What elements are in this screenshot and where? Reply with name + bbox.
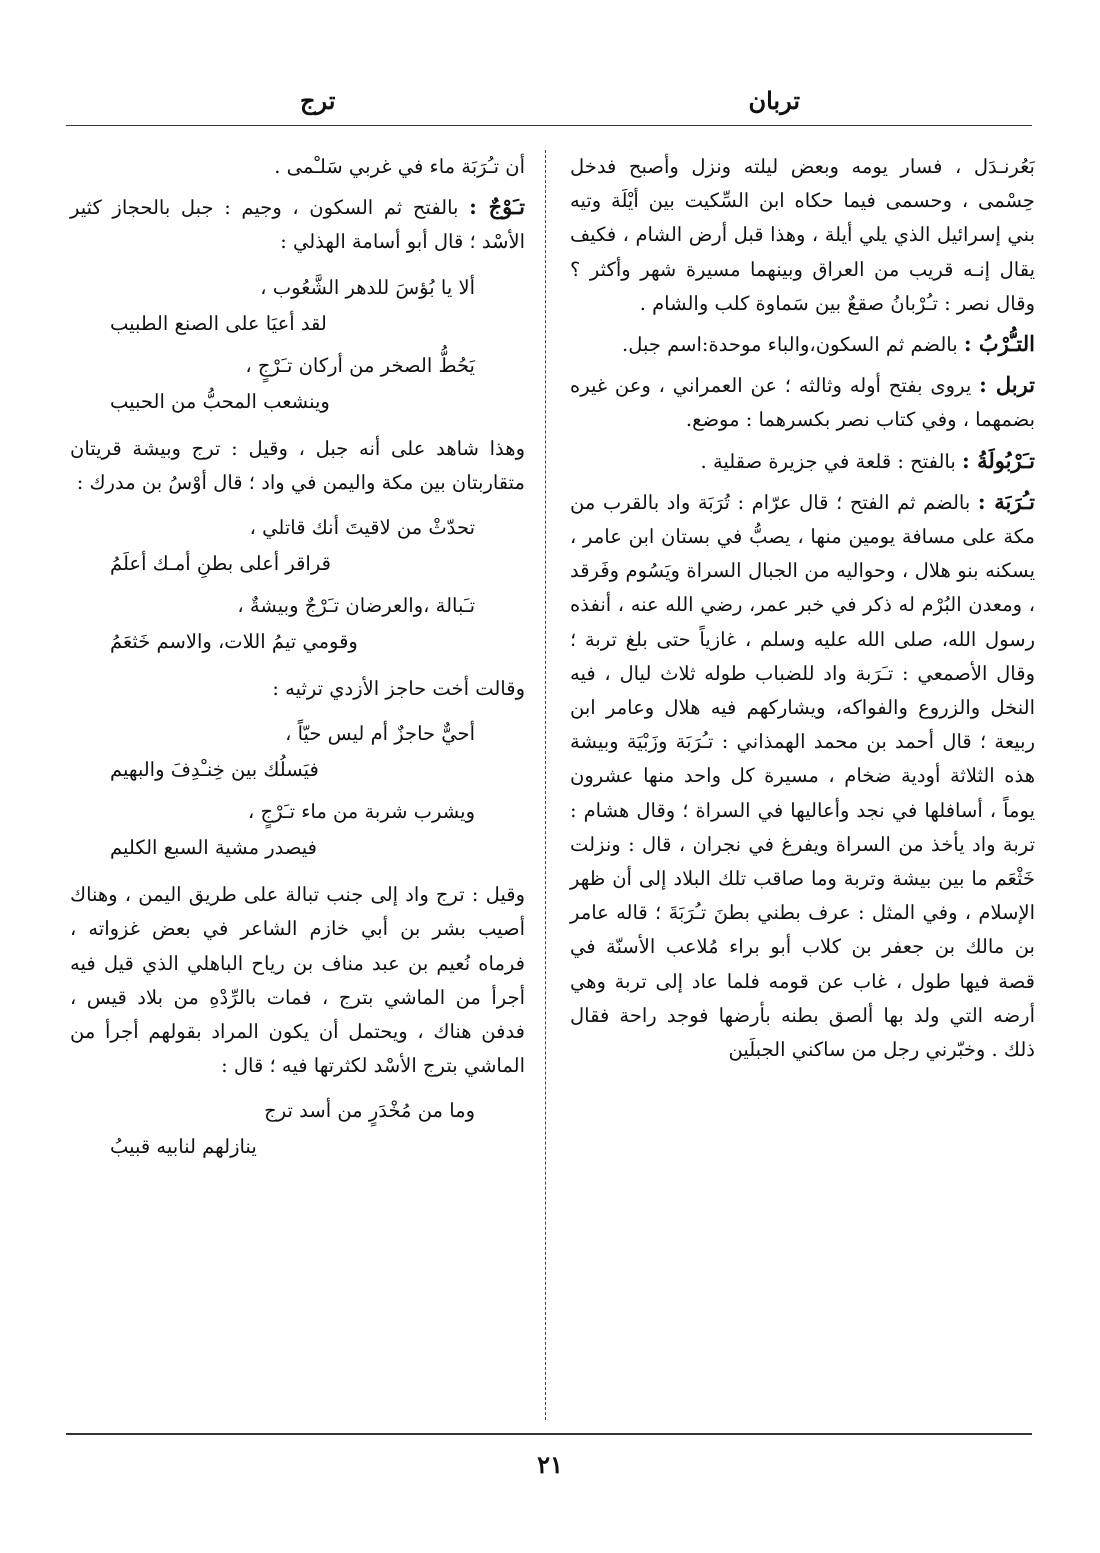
entry-turbul <box>570 368 1035 437</box>
entry-headword: تـُرَبَة : <box>977 488 1035 514</box>
page-number: ٢١ <box>537 1450 563 1479</box>
column-divider <box>545 150 546 1420</box>
verse-line: وما من مُخْدَرٍ من أسد ترج <box>264 1099 475 1123</box>
verse-line: قراقر أعلى بطنِ أمـك أعلَمُ <box>110 552 331 576</box>
verse-line: وينشعب المحبُّ من الحبيب <box>110 389 330 413</box>
right-column <box>570 150 1035 1073</box>
verse-line: فيصدر مشية السبع الكليم <box>110 836 318 860</box>
entry-tawj <box>70 190 525 259</box>
verse-line: أحيٌّ حاجزٌ أم ليس حيّاً ، <box>285 722 475 746</box>
entry-text: بالفتح ثم السكون ، وجيم : جبل بالحجاز كثير الأسْد ؛ قال أبو أسامة الهذلي : <box>70 196 525 254</box>
paragraph-continuation: بَعُرنـدَل ، فسار يومه وبعض ليلته ونزل وأصبح فدخل حِسْمى ، وحسمى فيما حكاه ابن السِّكيت بين أيْلَة وتيه بني إسرائيل الذي يلي أيلة ، وهذا قبل أرض الشام ، فكيف يقال إنـه قريب من العراق وبينهما مسيرة شهر وأكثر ؟ وقال نصر : تـُرْبانُ صقعٌ بين سَماوة كلب والشام . <box>570 155 1035 315</box>
verse-line: تـَبالة ،والعرضان تـَرْجٌ وبيشةٌ ، <box>237 594 475 618</box>
verse-block <box>70 1093 525 1165</box>
verse-block <box>70 510 525 660</box>
verse-block <box>70 270 525 420</box>
verse-line: ينازلهم لنابيه قبيبُ <box>110 1135 257 1159</box>
entry-headword: تـَوْجٌ : <box>469 194 525 220</box>
paragraph-continuation: أن تـُرَبَة ماء في غربي سَلـْمى . <box>274 155 525 178</box>
verse-line: وقومي تيمُ اللات، والاسم خَثعَمُ <box>110 630 358 654</box>
footer-rule <box>66 1433 1032 1435</box>
verse-block <box>70 716 525 866</box>
verse-line: ألا يا بُؤسَ للدهر الشَّعُوب ، <box>260 275 475 299</box>
entry-al-turb <box>570 327 1035 362</box>
entry-headword: التـُّرْبُ : <box>963 331 1035 357</box>
paragraph: وهذا شاهد على أنه جبل ، وقيل : ترج وبيشة قريتان متقاربتان بين مكة واليمن في واد ؛ قال أوْسُ بن مدرك : <box>70 436 525 494</box>
verse-line: تحدّثْ من لاقيتَ أنك قاتلي ، <box>249 516 475 540</box>
verse-line: فيَسلُك بين خِنـْدِفَ والبهيم <box>110 758 319 782</box>
entry-turaba <box>570 485 1035 1067</box>
header-rule <box>66 125 1032 126</box>
entry-text: بالضم ثم السكون،والباء موحدة:اسم جبل. <box>622 333 964 357</box>
verse-line: ويشرب شربة من ماء تـَرْجٍ ، <box>248 800 475 824</box>
entry-tarbula <box>570 444 1035 479</box>
paragraph: وقالت أخت حاجز الأزدي ترثيه : <box>272 677 525 701</box>
entry-headword: تـَرْبُولَةُ : <box>962 447 1035 473</box>
entry-text: يروى بفتح أوله وثالثه ؛ عن العمراني ، وعن غيره بضمهما ، وفي كتاب نصر بكسرهما : موضع. <box>570 374 1035 432</box>
entry-text: بالفتح : قلعة في جزيرة صقلية . <box>700 449 962 473</box>
entry-headword: تربل : <box>979 372 1036 398</box>
verse-line: يَحُطُّ الصخر من أركان تـَرْجٍ ، <box>245 353 475 377</box>
verse-line: لقد أعيَا على الصنع الطبيب <box>110 311 327 335</box>
running-header-right: تربان <box>748 86 800 115</box>
entry-text: بالضم ثم الفتح ؛ قال عرّام : تُرَبَة واد بالقرب من مكة على مسافة يومين منها ، يصبُّ في بستان ابن عامر ، يسكنه بنو هلال ، وحواليه من الجبال السراة ويَسُوم وفَرقد ، ومعدن البُرْم له ذكر في خبر عمر، رضي الله عنه ، أنفذه رسول الله، صلى الله عليه وسلم ، غازياً حتى بلغ تربة ؛ وقال الأصمعي : تـَرَبة واد للضباب طوله ثلاث ليال ، فيه النخل والزروع والفواكه، ويشاركهم فيه هلال وعامر ابن ربيعة ؛ قال أحمد بن محمد الهمذاني : تـُرَبَة وزَبْيَة وبيشة هذه الثلاثة أودية ضخام ، مسيرة كل واحد منها عشرون يوماً ، أسافلها في نجد وأعاليها في السراة ؛ وقال هشام : تربة واد يأخذ من السراة ويفرغ في نجران ، قال : ونزلت خَثْعَم ما بين بيشة وتربة وما صاقب تلك البلاد إلى أن ظهر الإسلام ، وفي المثل : عرف بطني بطنَ تـُرَبَةَ ؛ قاله عامر بن مالك بن جعفر بن كلاب أبو براء مُلاعب الأسنّة في قصة فيها طول ، غاب عن قومه فلما عاد إلى تربة وهي أرضه التي ولد بها ألصق بطنه بأرضها فوجد راحة فقال ذلك . وخبّرني رجل من ساكني الجبلَين <box>570 490 1035 1062</box>
running-header-left: ترج <box>300 86 336 115</box>
left-column <box>70 150 525 1177</box>
paragraph: وقيل : ترج واد إلى جنب تبالة على طريق اليمن ، وهناك أصيب بشر بن أبي خازم الشاعر في بعض غزواته ، فرماه نُعيم بن عبد مناف بن رياح الباهلي الذي قيل فيه أجرأ من الماشي بترج ، فمات بالرِّدْهِ من بلاد قيس ، فدفن هناك ، ويحتمل أن يكون المراد بقولهم أجرأ من الماشي بترج الأسْد لكثرتها فيه ؛ قال : <box>70 883 525 1078</box>
